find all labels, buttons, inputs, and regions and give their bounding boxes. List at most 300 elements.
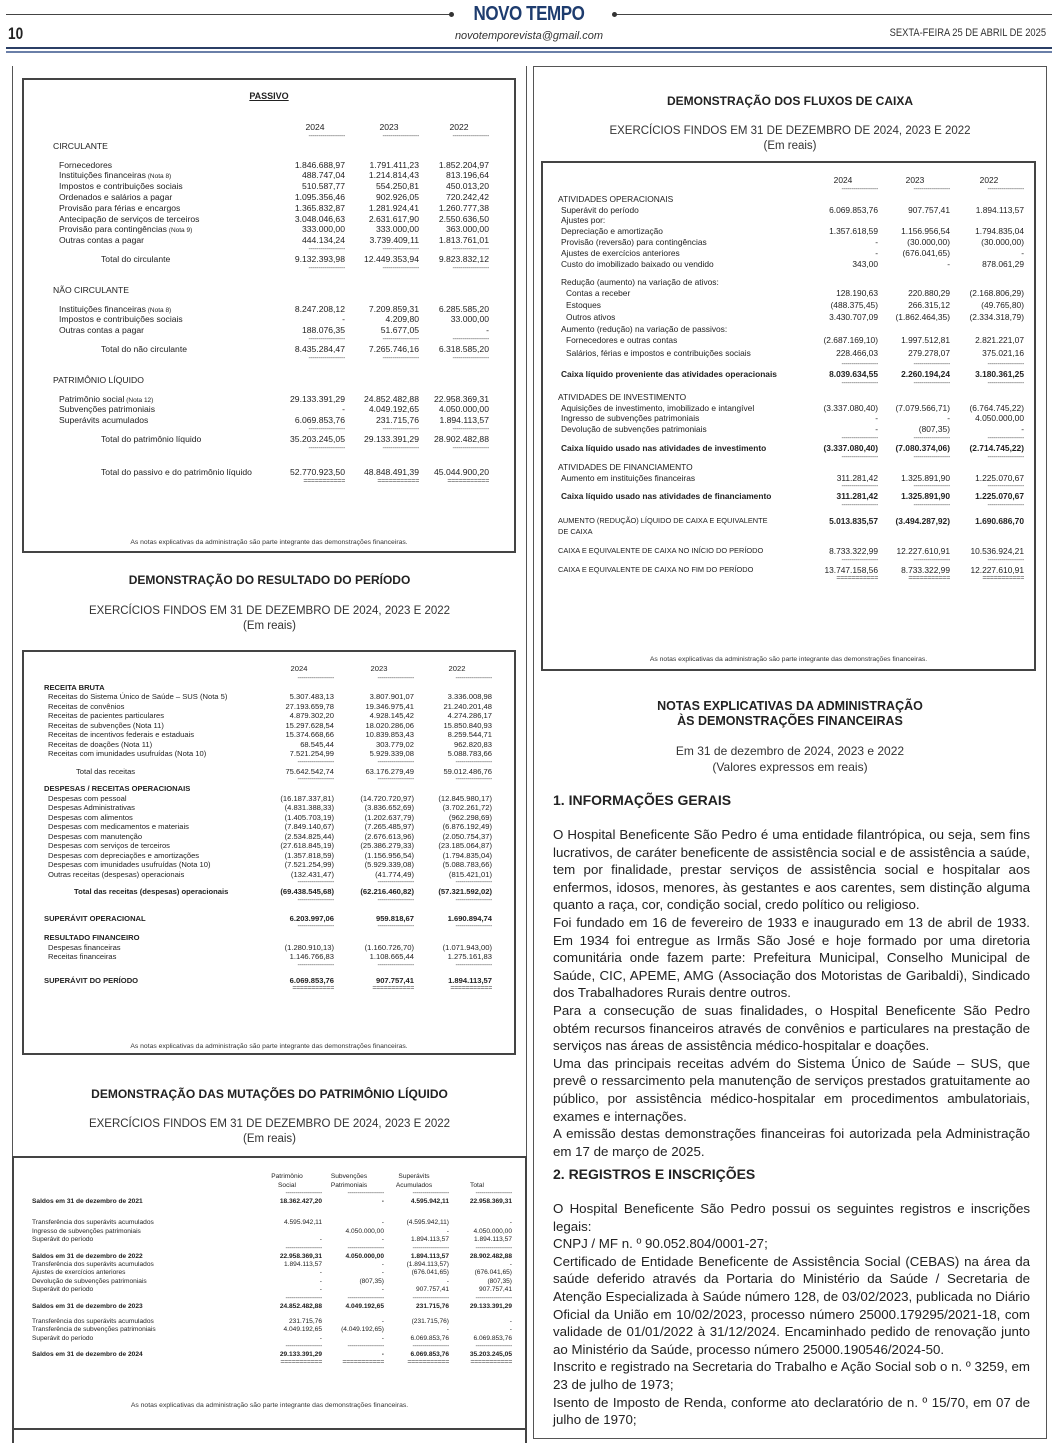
row-label: Ajustes de exercícios anteriores [561, 247, 680, 258]
cell-value: 63.176.279,49 [365, 766, 414, 776]
section-2-body [553, 1200, 1030, 1429]
cell-value: (1.280.910,13) [284, 942, 334, 952]
passivo-table [53, 122, 496, 486]
rule-row [56, 265, 496, 273]
cell-value: 1.813.761,01 [438, 235, 489, 246]
row-label: Outras contas a pagar [59, 235, 145, 246]
single-rule: ------------------ [987, 185, 1024, 193]
section-2-heading: 2. REGISTROS E INSCRIÇÕES [553, 1166, 756, 1182]
cell-value: 1.894.113,57 [410, 1236, 449, 1244]
movement-row [32, 1326, 512, 1334]
cell-value: 2.550.636,50 [438, 213, 489, 224]
row-label: Receitas de pacientes particulares [48, 711, 165, 721]
rule-row [44, 962, 504, 970]
rule-row [32, 1359, 512, 1367]
row-label: Aumento (redução) na variação de passivos: [561, 324, 728, 335]
cell-value: 48.848.491,39 [364, 466, 419, 477]
table-row [44, 860, 504, 870]
cell-value: 4.879.302,20 [289, 711, 334, 721]
movement-row [32, 1261, 512, 1269]
cell-value: 4.050.000,00 [975, 413, 1024, 424]
cell-value: 907.757,41 [908, 204, 950, 215]
cell-value: 813.196,64 [445, 170, 489, 181]
cell-value: - [875, 413, 878, 424]
row-label: Saldos em 31 de dezembro de 2023 [32, 1302, 143, 1310]
cell-value: (2.050.754,37) [442, 831, 492, 841]
cell-value: - [446, 1227, 449, 1235]
row-label: SUPERÁVIT DO PERÍODO [44, 975, 139, 985]
cell-value: 1.260.777,38 [438, 202, 489, 213]
section-heading [558, 462, 1026, 473]
rule-row [44, 776, 504, 784]
cell-value: 1.225.070,67 [975, 491, 1024, 502]
row-label: Impostos e contribuições sociais [59, 181, 183, 192]
notes-title-line1: NOTAS EXPLICATIVAS DA ADMINISTRAÇÃO [657, 699, 923, 713]
cell-value: 878.061,29 [982, 258, 1024, 269]
cell-value: 231.715,76 [415, 1302, 449, 1310]
row-label: Transferência dos superávits acumulados [32, 1260, 154, 1268]
single-rule: ------------------ [297, 776, 334, 784]
single-rule: ------------------ [841, 360, 878, 368]
cell-value: 333.000,00 [375, 224, 419, 235]
rule-row [56, 133, 496, 141]
cell-value: 18.362.427,20 [279, 1198, 322, 1205]
cell-value: (1.156.956,54) [364, 850, 414, 860]
cell-value: 3.048.046,63 [294, 213, 345, 224]
cell-value: - [509, 1219, 512, 1227]
cell-value: 1.690.686,70 [975, 516, 1024, 527]
dre-period: EXERCÍCIOS FINDOS EM 31 DE DEZEMBRO DE 2024, 2023 E 2022 [88, 605, 451, 617]
cell-value: - [381, 1236, 384, 1244]
cell-value: (4.831.388,33) [284, 803, 334, 813]
cell-value: 22.958.369,31 [434, 393, 489, 404]
cell-value: (6.764.745,22) [969, 402, 1024, 413]
cell-value: 1.095.356,46 [294, 191, 345, 202]
cell-value: 1.225.070,67 [975, 472, 1024, 483]
cell-value: - [342, 404, 345, 415]
cell-value: 1.894.113,57 [283, 1260, 322, 1268]
row-label: Provisão para contingências (Nota 9) [59, 224, 193, 235]
single-rule: ------------------ [913, 556, 950, 564]
cell-value: 24.852.482,88 [364, 393, 419, 404]
single-rule: ------------------ [347, 1294, 384, 1302]
single-rule: ------------------ [452, 335, 489, 343]
row-label: Contas a receber [566, 288, 631, 299]
single-rule: ------------------ [475, 1343, 512, 1351]
section-1-paragraph: Para a consecução de suas finalidades, o Hospital Beneficente São Pedro obtém recursos financeiros através de convênios e particulares na prestação de serviços nas áreas de assistência médico-hospitalar e doações. [553, 1002, 1030, 1054]
cell-value: 2023 [370, 664, 388, 673]
cell-value: 29.133.391,29 [469, 1302, 512, 1310]
single-rule: ------------------ [987, 434, 1024, 442]
row-label: Aumento em instituições financeiras [561, 472, 696, 483]
table-row [558, 348, 1026, 361]
row-label: Despesas com serviços de terceiros [48, 841, 170, 851]
year-header [56, 122, 496, 133]
double-rule: =========== [377, 477, 419, 485]
cell-value: - [509, 1260, 512, 1268]
rule-row [558, 454, 1026, 462]
column-header-label: Acumulados [395, 1182, 433, 1189]
cell-value: (676.041,65) [902, 247, 950, 258]
table-row [56, 304, 496, 315]
row-label: Total do não circulante [101, 343, 187, 354]
row-label: Instituições financeiras (Nota 8) [59, 170, 172, 181]
table-row [558, 424, 1026, 435]
row-label: Provisão para férias e encargos [59, 202, 181, 213]
subsection-heading [558, 324, 1026, 335]
cell-value: 51.677,05 [380, 325, 419, 336]
row-label: Total do circulante [101, 253, 171, 264]
dfc-title: DEMONSTRAÇÃO DOS FLUXOS DE CAIXA [666, 94, 913, 108]
table-row [558, 473, 1026, 484]
cell-value: 13.747.158,56 [824, 564, 878, 575]
cell-value: - [381, 1286, 384, 1294]
cell-value: (41.774,49) [375, 869, 414, 879]
section-1-body [553, 826, 1030, 1160]
cell-value: 3.739.409,11 [369, 235, 419, 246]
rule-row [56, 426, 496, 434]
cell-value: 5.929.339,08 [369, 749, 414, 759]
rule-row [558, 502, 1026, 510]
single-rule: ------------------ [412, 1244, 449, 1252]
single-rule: ------------------ [285, 1343, 322, 1351]
cell-value: 1.325.891,90 [901, 472, 950, 483]
column-header-label: Patrimônio [271, 1173, 303, 1180]
contact-email[interactable]: novotemporevista@gmail.com [454, 30, 604, 42]
cell-value: (49.765,80) [981, 300, 1024, 311]
cell-value: 2.631.617,90 [368, 213, 419, 224]
rule-row [32, 1245, 512, 1253]
table-row [558, 300, 1026, 312]
row-label: Despesas financeiras [48, 942, 121, 952]
cell-value: 720.242,42 [445, 191, 489, 202]
spacer [558, 538, 1026, 546]
cell-value: - [446, 1326, 449, 1334]
cell-value: (962.298,69) [448, 812, 492, 822]
table-row [44, 740, 504, 750]
rule-row [56, 445, 496, 453]
cell-value: 75.642.542,74 [285, 766, 334, 776]
cell-value: (231.715,76) [411, 1317, 449, 1325]
cell-value: - [342, 314, 345, 325]
cell-value: 5.013.835,57 [829, 516, 878, 527]
table-row [558, 259, 1026, 270]
cell-value: (488.375,45) [830, 300, 878, 311]
year-header [558, 175, 1026, 186]
row-label: CAIXA E EQUIVALENTE DE CAIXA NO INÍCIO DO PERÍODO [558, 545, 764, 555]
cell-value: 3.807.901,07 [369, 692, 414, 702]
single-rule: ------------------ [412, 1343, 449, 1351]
cell-value: 231.715,76 [375, 415, 419, 426]
cell-value: (1.202.637,79) [364, 812, 414, 822]
row-label: Saldos em 31 de dezembro de 2024 [32, 1351, 143, 1359]
cell-value: 4.595.942,11 [283, 1219, 322, 1227]
rule-row [558, 361, 1026, 369]
cell-value: 8.733.322,99 [829, 545, 878, 556]
row-label: NÃO CIRCULANTE [53, 284, 129, 295]
single-rule: ------------------ [841, 185, 878, 193]
cell-value: 6.318.585,20 [438, 343, 489, 354]
row-label: Despesas com alimentos [48, 812, 133, 822]
column-header-label: Superávits [398, 1173, 430, 1180]
cell-value: - [509, 1317, 512, 1325]
footnote: As notas explicativas da administração são parte integrante das demonstrações financeiras. [130, 539, 408, 546]
cell-value: 21.240.201,48 [443, 701, 492, 711]
single-rule: ------------------ [455, 674, 492, 682]
cell-value: (815.421,01) [448, 869, 492, 879]
double-rule: =========== [372, 985, 414, 993]
row-label: Provisão (reversão) para contingências [561, 236, 707, 247]
cell-value: (7.079.566,71) [895, 402, 950, 413]
cell-value: 6.069.853,76 [473, 1334, 512, 1342]
rule-row [32, 1190, 512, 1198]
single-rule: ------------------ [987, 502, 1024, 510]
rule-row [44, 879, 504, 887]
row-label: PATRIMÔNIO LÍQUIDO [53, 374, 144, 385]
dmpl-unit: (Em reais) [242, 1133, 297, 1145]
row-label: Saldos em 31 de dezembro de 2021 [32, 1198, 143, 1205]
cell-value: 8.259.544,71 [447, 730, 492, 740]
cell-value: 59.012.486,76 [443, 766, 492, 776]
balance-sheet-liabilities [22, 78, 516, 553]
double-rule: =========== [450, 985, 492, 993]
table-row [56, 203, 496, 214]
rule-row [558, 575, 1026, 583]
table-row [558, 413, 1026, 424]
cell-value: 1.357.618,59 [829, 226, 878, 237]
single-rule: ------------------ [475, 1190, 512, 1197]
cell-value: 907.757,41 [478, 1286, 512, 1294]
total-row [558, 491, 1026, 502]
cell-value: 35.203.245,05 [290, 433, 345, 444]
cell-value: 35.203.245,05 [469, 1351, 512, 1359]
table-row [44, 721, 504, 731]
single-rule: ------------------ [913, 379, 950, 387]
cell-value: - [381, 1334, 384, 1342]
cell-value: (2.334.318,79) [969, 312, 1024, 323]
total-row [558, 443, 1026, 454]
single-rule: ------------------ [297, 758, 334, 766]
single-rule: ------------------ [452, 132, 489, 140]
cell-value: 15.374.668,66 [285, 730, 334, 740]
total-row [56, 434, 496, 445]
movement-row [32, 1269, 512, 1277]
row-label: Receitas de subvenções (Nota 11) [48, 720, 164, 730]
cell-value: - [1021, 247, 1024, 258]
cell-value: (807,35) [487, 1277, 512, 1285]
cell-value: - [875, 424, 878, 435]
cell-value: 4.209,80 [385, 314, 419, 325]
cell-value: (25.386.279,33) [360, 841, 414, 851]
column-header [32, 1181, 512, 1190]
rule-row [558, 186, 1026, 194]
row-label: Fornecedores [59, 159, 113, 170]
cell-value: 29.133.391,29 [279, 1351, 322, 1359]
row-label: ATIVIDADES DE INVESTIMENTO [558, 391, 687, 402]
dre-unit: (Em reais) [242, 620, 297, 632]
cell-value: 2.260.194,24 [901, 368, 950, 379]
single-rule: ------------------ [285, 1190, 322, 1197]
divider [14, 1428, 525, 1430]
cell-value: 3.180.361,25 [975, 368, 1024, 379]
row-label: DESPESAS / RECEITAS OPERACIONAIS [44, 784, 191, 794]
cell-value: 2023 [905, 175, 925, 185]
double-rule: =========== [447, 477, 489, 485]
single-rule: ------------------ [297, 674, 334, 682]
cell-value: 907.757,41 [415, 1286, 449, 1294]
spacer [44, 905, 504, 914]
year-header [44, 664, 504, 675]
row-label: Superávit do período [32, 1334, 94, 1342]
cell-value: 28.902.482,88 [469, 1252, 512, 1260]
single-rule: ------------------ [455, 879, 492, 887]
single-rule: ------------------ [455, 896, 492, 904]
spacer [32, 1311, 512, 1318]
table-row [44, 952, 504, 962]
footnote: As notas explicativas da administração são parte integrante das demonstrações financeiras. [130, 1402, 409, 1409]
single-rule: ------------------ [382, 335, 419, 343]
table-row [44, 841, 504, 851]
row-label: Transferência dos superávits acumulados [32, 1219, 154, 1227]
row-label: Superávit do período [32, 1286, 94, 1294]
cell-value: 9.823.832,12 [438, 253, 489, 264]
rule-row [558, 483, 1026, 491]
row-label: Superávits acumulados [59, 415, 149, 426]
cell-value: 2022 [979, 175, 999, 185]
cell-value: 128.190,63 [836, 288, 878, 299]
page-number: 10 [8, 24, 24, 43]
spacer [56, 363, 496, 375]
cell-value: 29.133.391,29 [290, 393, 345, 404]
single-rule: ------------------ [382, 132, 419, 140]
row-label: ATIVIDADES DE FINANCIAMENTO [558, 461, 693, 472]
table-row [44, 832, 504, 842]
dfc-period: EXERCÍCIOS FINDOS EM 31 DE DEZEMBRO DE 2024, 2023 E 2022 [609, 125, 971, 137]
cell-value: (62.216.460,82) [360, 887, 414, 897]
table-row [44, 692, 504, 702]
rule-row [56, 478, 496, 486]
passivo-title: PASSIVO [249, 91, 289, 101]
single-rule: ------------------ [412, 1190, 449, 1197]
cell-value: - [381, 1260, 384, 1268]
grand-total-row [56, 467, 496, 478]
table-row [44, 730, 504, 740]
cell-value: - [319, 1334, 322, 1342]
cell-value: 4.595.942,11 [410, 1198, 449, 1205]
single-rule: ------------------ [841, 502, 878, 510]
spacer [32, 1212, 512, 1219]
cell-value: 7.521.254,99 [289, 749, 334, 759]
cell-value: (676.041,65) [474, 1269, 512, 1277]
row-label: Redução (aumento) na variação de ativos: [561, 277, 719, 288]
period-surplus-row [44, 976, 504, 986]
row-label: Antecipação de serviços de terceiros [59, 213, 200, 224]
cell-value: 375.021,16 [982, 347, 1024, 358]
double-rule: =========== [342, 1359, 384, 1367]
cell-value: 15.297.628,54 [285, 720, 334, 730]
cell-value: 4.050.000,00 [438, 404, 489, 415]
single-rule: ------------------ [308, 444, 345, 452]
single-rule: ------------------ [987, 483, 1024, 491]
notes-unit: (Valores expressos em reais) [712, 760, 868, 774]
table-row [558, 248, 1026, 259]
single-rule: ------------------ [841, 434, 878, 442]
single-rule: ------------------ [987, 379, 1024, 387]
dfc-unit: (Em reais) [763, 140, 817, 152]
cell-value: 1.791.411,23 [369, 159, 419, 170]
balance-row [32, 1351, 512, 1359]
balance-row [32, 1303, 512, 1311]
section-1-paragraph: A emissão destas demonstrações financeiras foi autorizada pela Administração em 17 de março de 2025. [553, 1126, 1030, 1159]
rule-row [558, 435, 1026, 443]
cell-value: 902.926,05 [375, 191, 419, 202]
balance-row [32, 1198, 512, 1206]
dfc-table [558, 175, 1026, 583]
single-rule: ------------------ [382, 245, 419, 253]
row-label: Receitas de convênios [48, 701, 125, 711]
single-rule: ------------------ [285, 1244, 322, 1252]
single-rule: ------------------ [452, 245, 489, 253]
row-label: Instituições financeiras (Nota 8) [59, 303, 172, 314]
cell-value: 231.715,76 [288, 1317, 322, 1325]
table-row [56, 214, 496, 225]
single-rule: ------------------ [308, 354, 345, 362]
cell-value: 22.958.369,31 [279, 1252, 322, 1260]
single-rule: ------------------ [455, 758, 492, 766]
note-ref: (Nota 9) [166, 227, 193, 235]
cell-value: 1.846.688,97 [294, 159, 345, 170]
row-label: Caixa líquido proveniente das atividades operacionais [561, 368, 777, 379]
cell-value: - [381, 1219, 384, 1227]
cell-value: 18.020.286,06 [365, 720, 414, 730]
note-ref: (Nota 8) [145, 173, 172, 181]
row-label: Devolução de subvenções patrimoniais [561, 424, 707, 435]
equity-changes-statement [12, 1156, 527, 1443]
cell-value: (3.494.287,92) [895, 516, 950, 527]
row-label: CIRCULANTE [53, 140, 108, 151]
single-rule: ------------------ [285, 1294, 322, 1302]
movement-row [32, 1219, 512, 1227]
cell-value: 8.733.322,99 [901, 564, 950, 575]
row-label: Receitas financeiras [48, 952, 117, 962]
cell-value: (807,35) [918, 424, 950, 435]
single-rule: ------------------ [297, 879, 334, 887]
row-label: Outras receitas (despesas) operacionais [48, 869, 185, 879]
cell-value: 19.346.975,41 [365, 701, 414, 711]
row-label: Despesas com depreciações e amortizações [48, 850, 200, 860]
cell-value: 3.430.707,09 [829, 312, 878, 323]
row-label: CAIXA E EQUIVALENTE DE CAIXA NO FIM DO PERÍODO [558, 564, 754, 574]
cell-value: (1.862.464,35) [895, 312, 950, 323]
single-rule: ------------------ [377, 776, 414, 784]
table-row [558, 312, 1026, 324]
single-rule: ------------------ [913, 434, 950, 442]
single-rule: ------------------ [987, 360, 1024, 368]
cell-value: 29.133.391,29 [364, 433, 419, 444]
cell-value: (7.265.485,97) [364, 822, 414, 832]
footnote: As notas explicativas da administração são parte integrante das demonstrações financeiras. [130, 1043, 408, 1050]
cell-value: (1.160.726,70) [364, 942, 414, 952]
section-1-paragraph: Uma das principais receitas advém do Sistema Único de Saúde – SUS, que prevê o ressarcimento pela manutenção de serviços prestados gratuitamente ao público, por assistência médico-hospitalar em procedimentos ambulatoriais, exames e internações. [553, 1055, 1030, 1124]
rule-row [32, 1343, 512, 1351]
cell-value: 343,00 [852, 258, 878, 269]
cell-value: (3.836.652,69) [364, 803, 414, 813]
single-rule: ------------------ [841, 483, 878, 491]
table-row [56, 181, 496, 192]
cell-value: 279.278,07 [908, 347, 950, 358]
masthead [0, 0, 1058, 60]
newspaper-title: NOVO TEMPO [473, 3, 585, 25]
